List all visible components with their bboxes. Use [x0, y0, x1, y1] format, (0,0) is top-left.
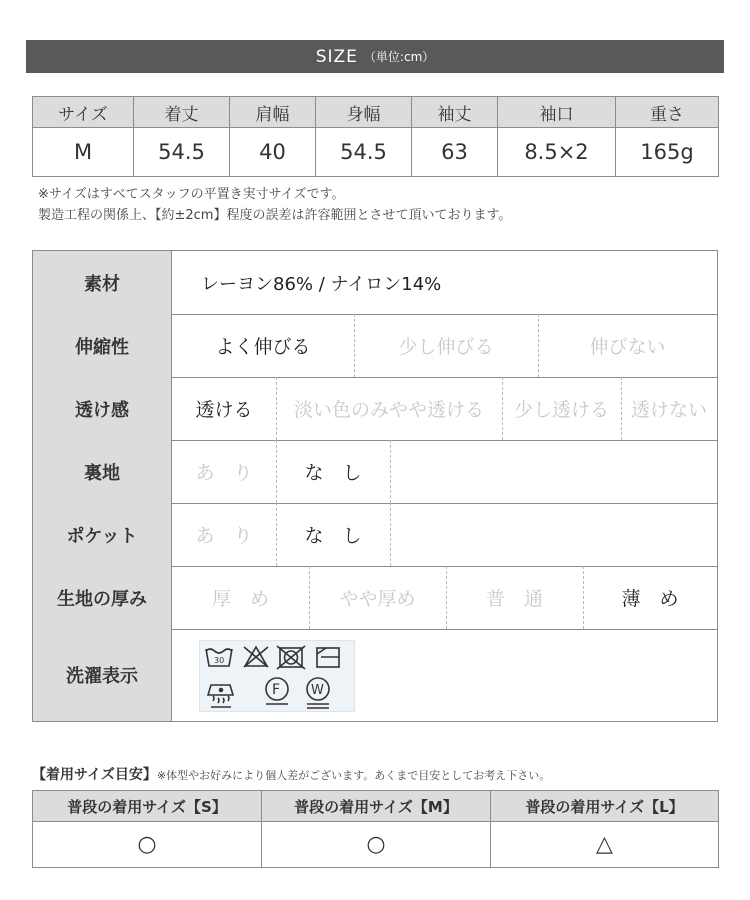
cell-length: 54.5 — [134, 128, 230, 177]
col-header-shoulder: 肩幅 — [230, 97, 316, 128]
col-header-length: 着丈 — [134, 97, 230, 128]
wash-temp-text: 30 — [214, 656, 225, 665]
sheer-label: 透け感 — [33, 377, 172, 440]
pocket-option-no: な し — [276, 503, 391, 566]
stretch-option-high: よく伸びる — [172, 314, 355, 377]
cell-sleeve: 63 — [412, 128, 498, 177]
material-row — [33, 251, 717, 315]
wash-30-icon — [206, 649, 232, 666]
size-unit: （単位:cm） — [363, 50, 435, 64]
cell-shoulder: 40 — [230, 128, 316, 177]
material-value: レーヨン86% / ナイロン14% — [201, 273, 442, 295]
thickness-row — [33, 566, 717, 630]
fit-header-l: 普段の着用サイズ【L】 — [491, 791, 719, 822]
thickness-option-thin: 薄 め — [621, 588, 679, 610]
fit-guide-title-line — [32, 764, 550, 784]
cell-size: M — [33, 128, 134, 177]
tolerance-note: 製造工程の関係上、【約±2cm】程度の誤差は許容範囲とさせて頂いております。 — [38, 208, 512, 223]
thickness-option-normal: 普 通 — [446, 566, 584, 629]
fit-guide-title: 【着用サイズ目安】 — [32, 767, 157, 783]
size-header-bar — [26, 40, 724, 73]
fit-header-s: 普段の着用サイズ【S】 — [33, 791, 262, 822]
lining-row — [33, 440, 717, 504]
wet-clean-letter: W — [311, 683, 324, 698]
fit-value-m: ○ — [262, 822, 491, 868]
lining-option-no: な し — [276, 440, 391, 503]
fit-value-l: △ — [491, 822, 719, 868]
thickness-label: 生地の厚み — [33, 566, 172, 629]
care-symbols — [200, 641, 356, 713]
fit-guide-note: ※体型やお好みにより個人差がございます。あくまで目安としてお考え下さい。 — [156, 769, 551, 782]
stretch-option-none: 伸びない — [589, 336, 666, 358]
stretch-label: 伸縮性 — [33, 314, 172, 377]
cell-weight: 165g — [616, 128, 719, 177]
pocket-label: ポケット — [33, 503, 172, 566]
size-table — [32, 96, 719, 177]
iron-low-icon — [208, 685, 233, 707]
cell-cuff: 8.5×2 — [498, 128, 616, 177]
care-symbols-panel — [199, 640, 355, 712]
dry-clean-f-icon — [266, 678, 288, 704]
wet-clean-w-icon — [307, 678, 329, 708]
col-header-weight: 重さ — [616, 97, 719, 128]
stretch-row — [33, 314, 717, 378]
pocket-row — [33, 503, 717, 567]
thickness-option-thick: 厚 め — [172, 566, 310, 629]
col-header-sleeve: 袖丈 — [412, 97, 498, 128]
fit-value-s: ○ — [33, 822, 262, 868]
dry-clean-letter: F — [272, 682, 281, 698]
col-header-size: サイズ — [33, 97, 134, 128]
sheer-option-none: 透けない — [630, 399, 707, 421]
no-tumble-dry-icon — [277, 646, 305, 669]
sheer-row — [33, 377, 717, 441]
material-label: 素材 — [33, 251, 172, 314]
fit-guide-row — [33, 822, 719, 868]
size-table-row — [33, 128, 719, 177]
cell-width: 54.5 — [316, 128, 412, 177]
fit-guide-header-row — [33, 791, 719, 822]
lining-label: 裏地 — [33, 440, 172, 503]
measurement-note: ※サイズはすべてスタッフの平置き実寸サイズです。 — [38, 187, 345, 202]
attribute-table — [32, 250, 718, 722]
stretch-option-some: 少し伸びる — [354, 314, 539, 377]
care-row — [33, 629, 717, 721]
size-title: SIZE — [315, 46, 358, 67]
sheer-option-light-colors: 淡い色のみやや透ける — [276, 377, 503, 440]
col-header-width: 身幅 — [316, 97, 412, 128]
sheer-option-sheer: 透ける — [172, 377, 277, 440]
line-dry-shade-icon — [317, 648, 339, 667]
fit-guide-table — [32, 790, 719, 868]
fit-header-m: 普段の着用サイズ【M】 — [262, 791, 491, 822]
sheer-option-slight: 少し透ける — [502, 377, 622, 440]
care-label: 洗濯表示 — [33, 629, 172, 721]
no-bleach-icon — [244, 647, 268, 667]
size-table-header-row — [33, 97, 719, 128]
thickness-option-somewhat-thick: やや厚め — [309, 566, 447, 629]
lining-option-yes: あ り — [172, 440, 277, 503]
col-header-cuff: 袖口 — [498, 97, 616, 128]
pocket-option-yes: あ り — [172, 503, 277, 566]
